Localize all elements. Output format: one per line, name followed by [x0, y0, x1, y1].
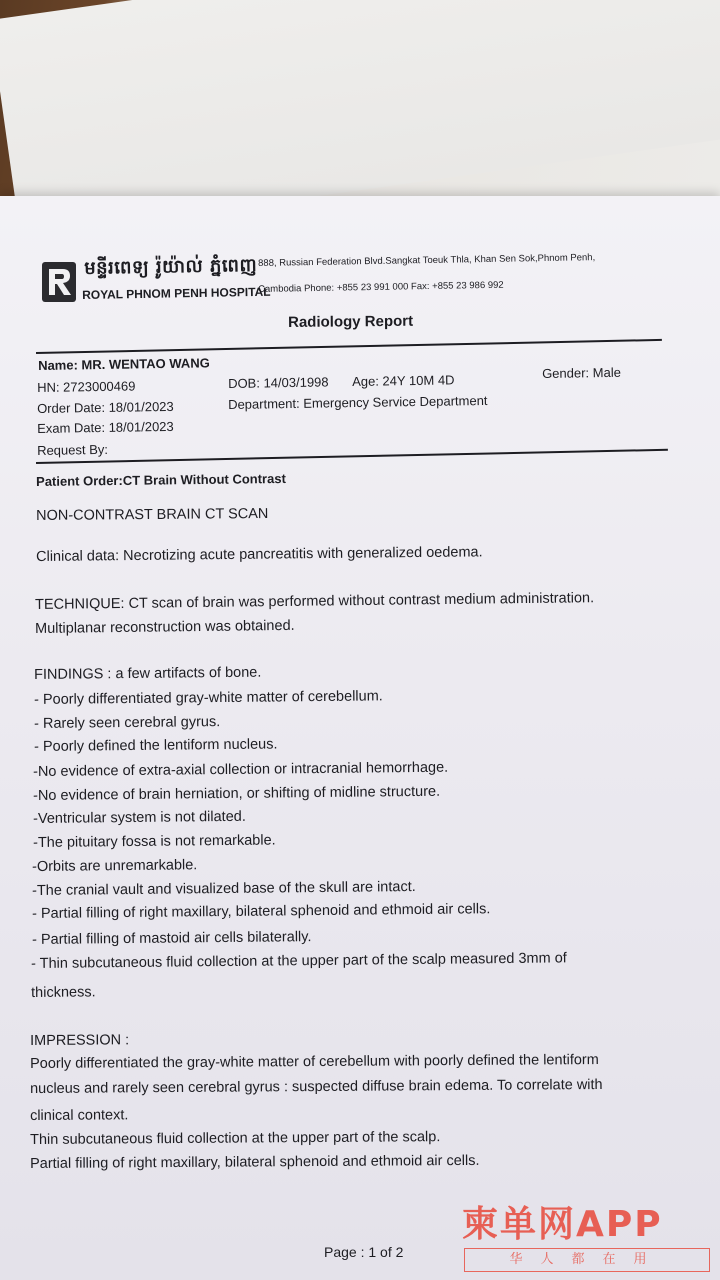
findings-item: -The pituitary fossa is not remarkable.	[33, 832, 276, 851]
technique-line-2: Multiplanar reconstruction was obtained.	[35, 617, 295, 637]
technique-line-1: TECHNIQUE: CT scan of brain was performed without contrast medium administration.	[35, 590, 595, 613]
hospital-logo-icon	[42, 262, 76, 302]
patient-hn: HN: 2723000469	[37, 378, 136, 395]
hospital-name: ROYAL PHNOM PENH HOSPITAL	[82, 284, 271, 302]
impression-line: Partial filling of right maxillary, bilateral sphenoid and ethmoid air cells.	[30, 1152, 480, 1172]
patient-info-divider	[36, 449, 668, 464]
hospital-address-line-2: Cambodia Phone: +855 23 991 000 Fax: +855 23 986 992	[258, 279, 504, 295]
watermark	[462, 1196, 712, 1276]
impression-line: Thin subcutaneous fluid collection at the upper part of the scalp.	[30, 1129, 441, 1148]
impression-line: nucleus and rarely seen cerebral gyrus : suspected diffuse brain edema. To correlate with	[30, 1077, 603, 1097]
impression-line: Poorly differentiated the gray-white matter of cerebellum with poorly defined the lentiform	[30, 1052, 599, 1072]
watermark-tagline: 华人都在用	[464, 1248, 710, 1272]
department: Department: Emergency Service Department	[228, 392, 488, 412]
findings-item: - Thin subcutaneous fluid collection at the upper part of the scalp measured 3mm of	[31, 950, 567, 972]
hospital-address-line-1: 888, Russian Federation Blvd.Sangkat Toeuk Thla, Khan Sen Sok,Phnom Penh,	[258, 252, 596, 269]
watermark-main-text: 柬单网APP	[462, 1204, 663, 1245]
findings-item: -No evidence of extra-axial collection or intracranial hemorrhage.	[33, 759, 449, 780]
impression-heading: IMPRESSION :	[30, 1032, 130, 1049]
patient-age: Age: 24Y 10M 4D	[352, 372, 455, 389]
scan-title: NON-CONTRAST BRAIN CT SCAN	[36, 505, 269, 524]
order-date: Order Date: 18/01/2023	[37, 398, 174, 416]
findings-item: - Partial filling of right maxillary, bilateral sphenoid and ethmoid air cells.	[32, 901, 491, 922]
request-by: Request By:	[37, 441, 109, 458]
findings-item: - Partial filling of mastoid air cells bilaterally.	[32, 929, 312, 948]
findings-item: - Poorly differentiated gray-white matter of cerebellum.	[34, 688, 383, 708]
impression-line: clinical context.	[30, 1107, 129, 1124]
findings-heading: FINDINGS : a few artifacts of bone.	[34, 664, 262, 683]
findings-item: -No evidence of brain herniation, or shifting of midline structure.	[33, 783, 441, 804]
patient-gender: Gender: Male	[542, 364, 621, 381]
patient-order: Patient Order:CT Brain Without Contrast	[36, 470, 286, 489]
findings-item: -Ventricular system is not dilated.	[33, 808, 246, 827]
exam-date: Exam Date: 18/01/2023	[37, 418, 174, 436]
findings-item: thickness.	[31, 984, 96, 1001]
findings-item: -Orbits are unremarkable.	[32, 857, 198, 875]
hospital-khmer-name: មន្ទីរពេទ្យ រ៉ូយ៉ាល់ ភ្នំពេញ	[84, 254, 258, 279]
patient-name: Name: MR. WENTAO WANG	[38, 355, 210, 373]
findings-item: -The cranial vault and visualized base of the skull are intact.	[32, 878, 416, 899]
patient-dob: DOB: 14/03/1998	[228, 374, 329, 391]
title-underline-divider	[36, 339, 662, 354]
findings-item: - Rarely seen cerebral gyrus.	[34, 714, 221, 732]
clinical-data: Clinical data: Necrotizing acute pancreatitis with generalized oedema.	[36, 544, 483, 565]
page-number: Page : 1 of 2	[324, 1244, 404, 1260]
report-title: Radiology Report	[288, 312, 414, 331]
findings-item: - Poorly defined the lentiform nucleus.	[34, 736, 278, 755]
